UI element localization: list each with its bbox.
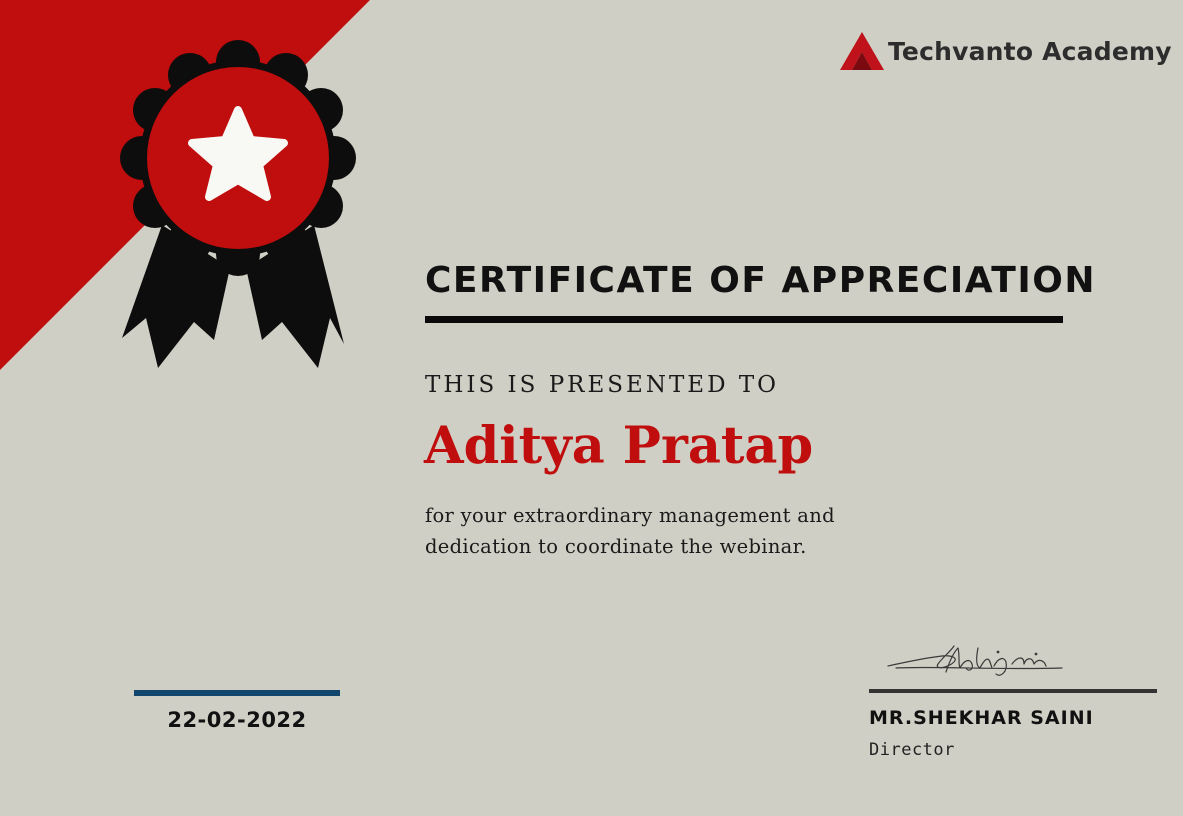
signatory-role: Director <box>869 740 955 760</box>
certificate-date: 22-02-2022 <box>167 708 307 732</box>
techvanto-logo-icon <box>838 30 886 72</box>
handwritten-signature <box>886 638 1066 682</box>
signature-line <box>869 689 1157 693</box>
signatory-name: MR.SHEKHAR SAINI <box>869 707 1094 729</box>
academy-name: Techvanto Academy <box>888 36 1172 66</box>
award-rosette-star-icon <box>118 40 358 372</box>
reason-line-1: for your extraordinary management and <box>425 504 835 527</box>
certificate-title: CERTIFICATE OF APPRECIATION <box>425 260 1096 301</box>
presented-to-label: THIS IS PRESENTED TO <box>425 372 780 398</box>
reason-line-2: dedication to coordinate the webinar. <box>425 535 807 558</box>
date-divider <box>134 690 340 696</box>
title-divider <box>425 316 1063 323</box>
certificate-reason <box>425 500 895 562</box>
recipient-name: Aditya Pratap <box>424 416 814 476</box>
academy-logo <box>838 30 1172 72</box>
